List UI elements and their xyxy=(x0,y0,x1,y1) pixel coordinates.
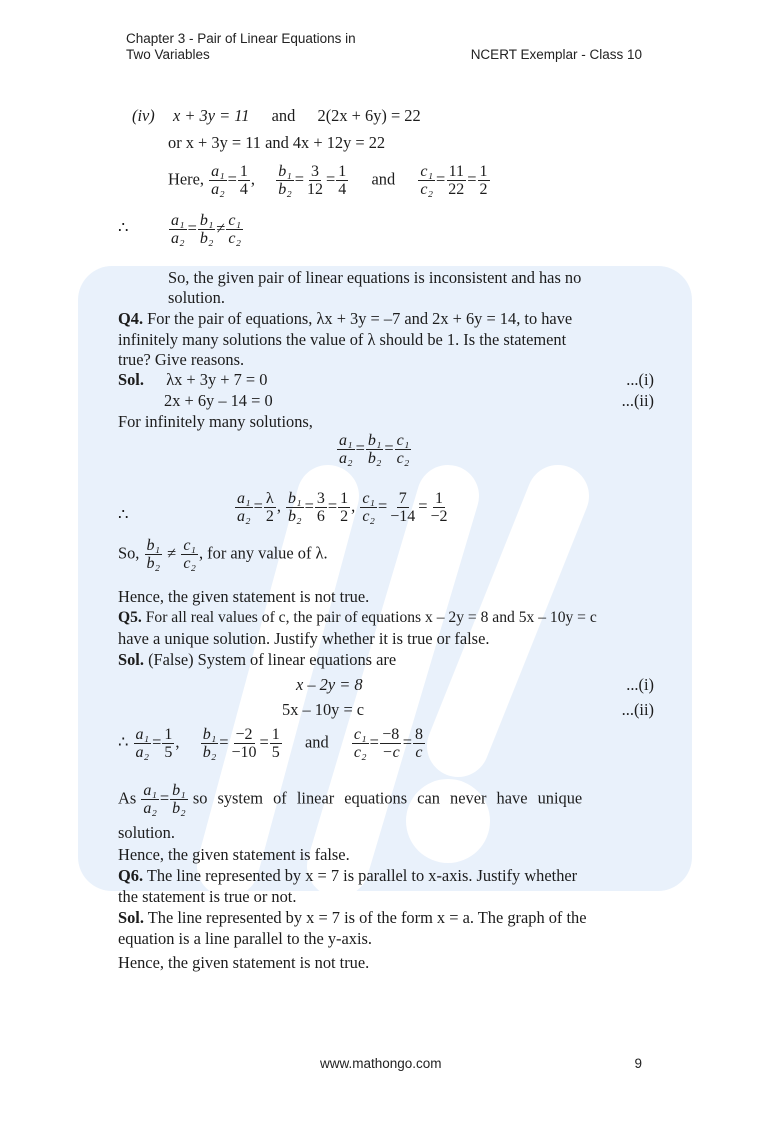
equation: 2(2x + 6y) = 22 xyxy=(317,106,421,125)
part-iv-ratios: Here, $\frac{\text{a₁}}{\text{a₂}}$ = $\frac{1}{4}$ , $\frac{\text{b₁}}{\text{b₂}}$ = $\frac{3}{12}$ = $\frac{1}{4}$ and $\frac{\text{c₁}}{\text{c₂}}$ = $\frac{11}{22}$ = $\frac{1}{2}$ xyxy=(168,163,488,198)
q5-answer: Hence, the given statement is false. xyxy=(118,845,350,864)
q5-sol: Sol. (False) System of linear equations are xyxy=(118,650,397,669)
q4-answer: Hence, the given statement is not true. xyxy=(118,587,370,606)
sol-label: Sol. xyxy=(118,908,144,927)
part-iv-equations xyxy=(132,106,421,127)
equation: x + 3y = 11 xyxy=(172,106,250,125)
q4-sol-eq2: 2x + 6y – 14 = 0 xyxy=(164,391,273,410)
part-label: (iv) xyxy=(132,106,155,125)
fraction: $\frac{\text{b₁}}{\text{b₂}}$ xyxy=(278,163,292,198)
fraction: $\frac{11}{22}$ xyxy=(448,163,465,198)
and-text: and xyxy=(271,106,296,125)
q4-so-line: So, $\frac{\text{b₁}}{\text{b₂}}$ ≠ $\frac{\text{c₁}}{\text{c₂}}$ , for any value of λ. xyxy=(118,537,328,572)
fraction: $\frac{1}{4}$ xyxy=(338,163,347,198)
sol-label: Sol. xyxy=(118,370,144,389)
q4-condition-relation: $\frac{\text{a₁}}{\text{a₂}}$ = $\frac{\text{b₁}}{\text{b₂}}$ = $\frac{\text{c₁}}{\text{c₂}}$ xyxy=(339,432,410,467)
chapter-title-line2: Two Variables xyxy=(126,47,210,62)
q4-ratios: $\frac{\text{a₁}}{\text{a₂}}$ = $\frac{\lambda}{2}$ , $\frac{\text{b₁}}{\text{b₂}}$ = $\frac{3}{6}$ = $\frac{1}{2}$ , $\frac{\text{c₁}}{\text{c₂}}$ = $\frac{7}{-14}$ = $\frac{1}{-2}$ xyxy=(237,490,448,525)
q4-sol-eq1: Sol. λx + 3y + 7 = 0 xyxy=(118,370,268,389)
q4-condition: For infinitely many solutions, xyxy=(118,412,313,431)
fraction: $\frac{1}{4}$ xyxy=(239,163,248,198)
eq-tag: ...(ii) xyxy=(621,700,654,719)
q5-as-line2: solution. xyxy=(118,823,175,842)
part-iv-result-2: solution. xyxy=(168,288,225,307)
q4-question-line1: Q4. For the pair of equations, λx + 3y = –7 and 2x + 6y = 14, to have xyxy=(118,309,573,328)
part-iv-result: So, the given pair of linear equations is inconsistent and has no xyxy=(168,268,582,287)
q5-ratios: ∴ $\frac{\text{a₁}}{\text{a₂}}$ = $\frac{1}{5}$ , $\frac{\text{b₁}}{\text{b₂}}$ = $\frac{-2}{-10}$ = $\frac{1}{5}$ and $\frac{\text{c₁}}{\text{c₂}}$ = $\frac{-8}{-c}$ = $\frac{8}{c}$ xyxy=(118,726,423,761)
q5-label: Q5. xyxy=(118,609,142,626)
chapter-title xyxy=(126,31,356,63)
footer-website-link[interactable]: www.mathongo.com xyxy=(320,1056,442,1071)
eq-tag: ...(i) xyxy=(626,370,654,389)
and-text: and xyxy=(371,169,396,189)
q6-question-line2: the statement is true or not. xyxy=(118,887,297,906)
part-iv-or-line: or x + 3y = 11 and 4x + 12y = 22 xyxy=(168,133,386,152)
page-number: 9 xyxy=(634,1056,642,1071)
chapter-title-line1: Chapter 3 - Pair of Linear Equations in xyxy=(126,31,356,46)
therefore-symbol: ∴ xyxy=(118,218,129,237)
q5-question-line2: have a unique solution. Justify whether it is true or false. xyxy=(118,629,490,648)
therefore-symbol: ∴ xyxy=(118,505,129,524)
here-label: Here, xyxy=(168,169,204,189)
fraction: $\frac{3}{12}$ xyxy=(307,163,324,198)
q5-question-line1: Q5. For all real values of c, the pair of equations x – 2y = 8 and 5x – 10y = c xyxy=(118,609,597,626)
q6-answer: Hence, the given statement is not true. xyxy=(118,953,370,972)
q6-label: Q6. xyxy=(118,866,144,885)
sol-label: Sol. xyxy=(118,650,144,669)
q6-sol-line1: Sol. The line represented by x = 7 is of the form x = a. The graph of the xyxy=(118,908,587,927)
q6-question-line1: Q6. The line represented by x = 7 is parallel to x-axis. Justify whether xyxy=(118,866,578,885)
fraction: $\frac{\text{c₁}}{\text{c₂}}$ xyxy=(420,163,434,198)
fraction: $\frac{\text{a₁}}{\text{a₂}}$ xyxy=(211,163,225,198)
q6-sol-line2: equation is a line parallel to the y-axis. xyxy=(118,929,372,948)
eq-tag: ...(ii) xyxy=(621,391,654,410)
q4-question-line2: infinitely many solutions the value of λ should be 1. Is the statement xyxy=(118,330,567,349)
q5-as-line: As $\frac{\text{a₁}}{\text{a₂}}$ = $\frac{\text{b₁}}{\text{b₂}}$ so system of linear equations can never have unique xyxy=(118,782,583,817)
q4-question-line3: true? Give reasons. xyxy=(118,350,245,369)
q5-eq2: 5x – 10y = c xyxy=(282,700,365,719)
part-iv-relation: $\frac{\text{a₁}}{\text{a₂}}$ = $\frac{\text{b₁}}{\text{b₂}}$ ≠ $\frac{\text{c₁}}{\text{c₂}}$ xyxy=(171,212,242,247)
eq-tag: ...(i) xyxy=(626,675,654,694)
fraction: $\frac{1}{2}$ xyxy=(479,163,488,198)
q5-eq1: x – 2y = 8 xyxy=(296,675,363,694)
part-iv-conclusion xyxy=(118,218,128,239)
q4-label: Q4. xyxy=(118,309,144,328)
book-title: NCERT Exemplar - Class 10 xyxy=(470,47,642,62)
